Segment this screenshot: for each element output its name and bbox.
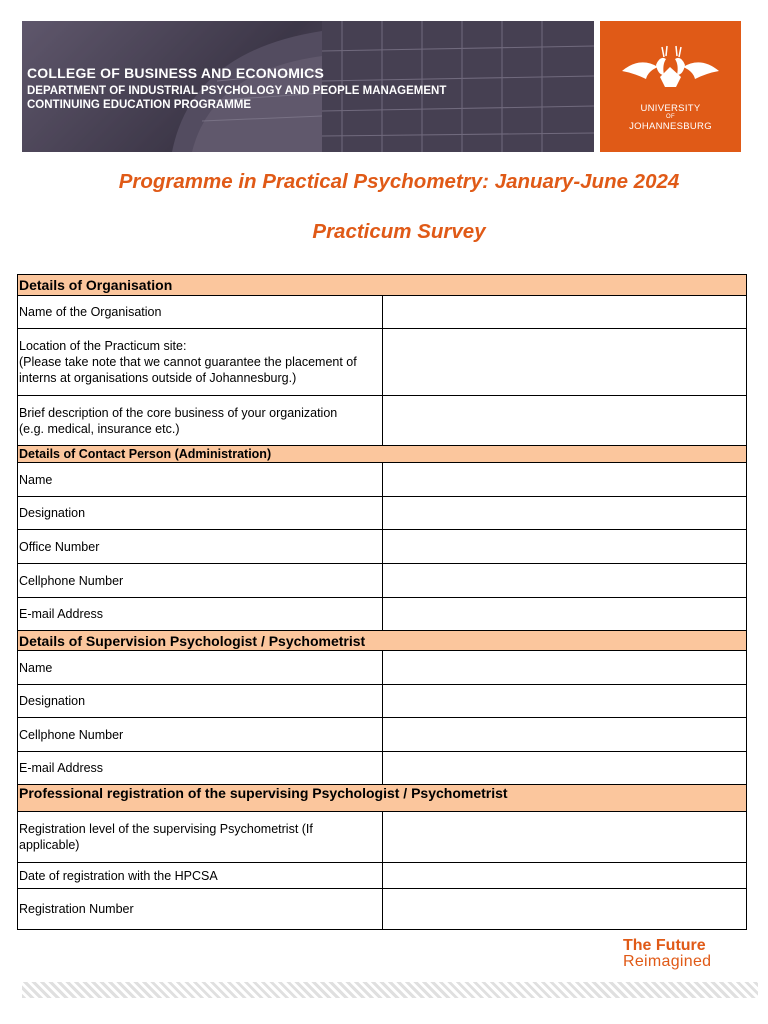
field-label: [18, 812, 383, 863]
field-label: Name: [18, 651, 383, 685]
university-logo: [600, 21, 741, 152]
registration-level-input[interactable]: [382, 812, 747, 863]
table-row: [18, 598, 747, 631]
table-row: [18, 752, 747, 785]
table-row: [18, 685, 747, 718]
contact-email-input[interactable]: [382, 598, 747, 631]
label-line: applicable): [19, 838, 80, 852]
contact-name-input[interactable]: [382, 463, 747, 497]
field-label: Designation: [18, 497, 383, 530]
logo-wordmark: [600, 103, 741, 132]
section-header-organisation: [18, 275, 747, 296]
table-row: [18, 396, 747, 446]
banner-text: [27, 65, 446, 112]
table-row: [18, 812, 747, 863]
logo-line-johannesburg: JOHANNESBURG: [629, 121, 712, 132]
section-header-supervision: [18, 631, 747, 651]
contact-designation-input[interactable]: [382, 497, 747, 530]
section-header-registration: [18, 785, 747, 812]
field-label: Cellphone Number: [18, 718, 383, 752]
page-subtitle: Practicum Survey: [312, 220, 486, 243]
table-row: [18, 329, 747, 396]
business-description-input[interactable]: [382, 396, 747, 446]
table-row: [18, 889, 747, 930]
field-label: E-mail Address: [18, 598, 383, 631]
footer-slogan: [623, 938, 711, 970]
header-banner: [22, 21, 594, 152]
table-row: [18, 497, 747, 530]
section-heading: Details of Supervision Psychologist / Psychometrist: [18, 631, 747, 651]
registration-number-input[interactable]: [382, 889, 747, 930]
table-row: [18, 463, 747, 497]
section-heading: Details of Contact Person (Administration): [18, 446, 747, 463]
field-label: Name of the Organisation: [18, 296, 383, 329]
field-label: Designation: [18, 685, 383, 718]
field-label: E-mail Address: [18, 752, 383, 785]
label-line: (e.g. medical, insurance etc.): [19, 421, 180, 436]
footer-pattern-strip: [22, 982, 758, 998]
college-name: COLLEGE OF BUSINESS AND ECONOMICS: [27, 65, 324, 81]
logo-emblem-icon: [600, 21, 741, 101]
label-line: (Please take note that we cannot guarantee the placement of: [19, 355, 357, 369]
table-row: [18, 564, 747, 598]
survey-form-table: [17, 274, 747, 930]
table-row: [18, 296, 747, 329]
supervisor-name-input[interactable]: [382, 651, 747, 685]
table-row: [18, 718, 747, 752]
programme-name: CONTINUING EDUCATION PROGRAMME: [27, 99, 252, 111]
table-row: [18, 651, 747, 685]
org-name-input[interactable]: [382, 296, 747, 329]
registration-date-input[interactable]: [382, 863, 747, 889]
slogan-line-1: The Future: [623, 937, 706, 954]
logo-line-university: UNIVERSITY: [640, 103, 701, 114]
field-label: Registration Number: [18, 889, 383, 930]
section-heading: Details of Organisation: [18, 275, 747, 296]
supervisor-designation-input[interactable]: [382, 685, 747, 718]
supervisor-email-input[interactable]: [382, 752, 747, 785]
label-line: Location of the Practicum site:: [19, 339, 187, 353]
label-line: Brief description of the core business of your organization: [19, 405, 338, 420]
section-header-contact: [18, 446, 747, 463]
page-title: Programme in Practical Psychometry: January-June 2024: [118, 170, 680, 193]
label-line: interns at organisations outside of Johannesburg.): [19, 371, 297, 385]
slogan-line-2: Reimagined: [623, 953, 712, 970]
table-row: [18, 863, 747, 889]
location-input[interactable]: [382, 329, 747, 396]
section-heading: Professional registration of the supervising Psychologist / Psychometrist: [18, 785, 747, 812]
field-label: Cellphone Number: [18, 564, 383, 598]
contact-office-input[interactable]: [382, 530, 747, 564]
logo-line-of: OF: [666, 114, 675, 120]
field-label: Date of registration with the HPCSA: [18, 863, 383, 889]
field-label: Name: [18, 463, 383, 497]
table-row: [18, 530, 747, 564]
department-name: DEPARTMENT OF INDUSTRIAL PSYCHOLOGY AND PEOPLE MANAGEMENT: [27, 85, 447, 97]
label-line: Registration level of the supervising Psychometrist (If: [19, 822, 313, 836]
field-label: [18, 329, 383, 396]
field-label: Office Number: [18, 530, 383, 564]
field-label: [18, 396, 383, 446]
contact-cell-input[interactable]: [382, 564, 747, 598]
supervisor-cell-input[interactable]: [382, 718, 747, 752]
